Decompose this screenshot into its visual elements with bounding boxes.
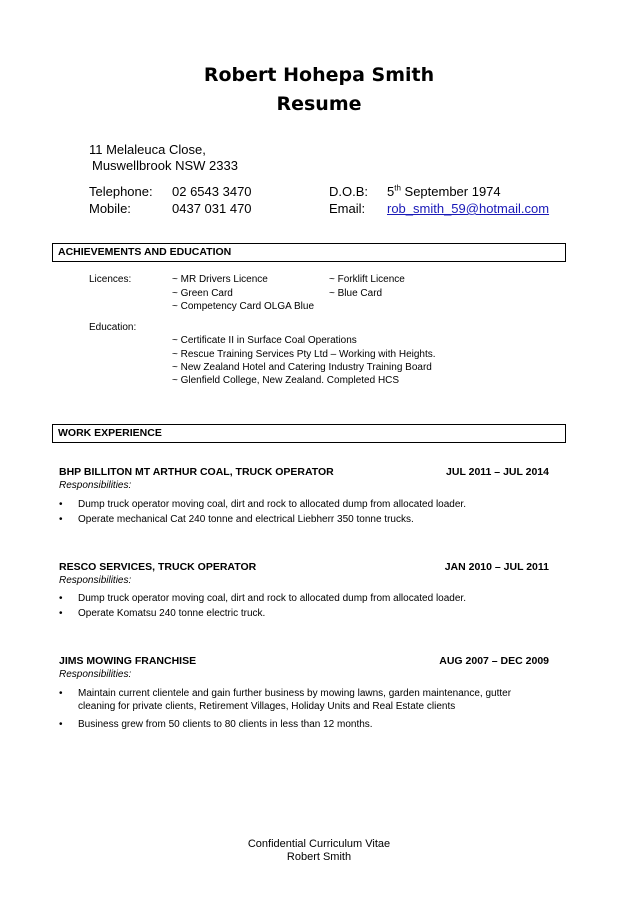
resume-subtitle: Resume — [276, 93, 362, 115]
education-label: Education: — [89, 322, 137, 333]
bullet-text: Operate Komatsu 240 tonne electric truck. — [78, 608, 266, 619]
dob-value — [387, 184, 501, 199]
bullet-text: Dump truck operator moving coal, dirt and rock to allocated dump from allocated loader. — [78, 499, 466, 510]
responsibilities-label: Responsibilities: — [59, 480, 132, 491]
licence-item: ~ Blue Card — [329, 288, 383, 299]
job-dates: AUG 2007 – DEC 2009 — [439, 655, 549, 667]
responsibilities-label: Responsibilities: — [59, 575, 132, 586]
bullet-icon: • — [59, 499, 63, 510]
job-dates: JUL 2011 – JUL 2014 — [446, 466, 549, 478]
mobile-value: 0437 031 470 — [172, 201, 252, 216]
telephone-label: Telephone: — [89, 184, 153, 199]
licence-item: ~ Competency Card OLGA Blue — [172, 301, 315, 312]
education-item: ~ Certificate II in Surface Coal Operations — [172, 335, 357, 346]
resume-name: Robert Hohepa Smith — [203, 64, 435, 86]
footer-line-2: Robert Smith — [286, 851, 352, 863]
job-dates: JAN 2010 – JUL 2011 — [444, 561, 549, 573]
bullet-text: Maintain current clientele and gain further business by mowing lawns, garden maintenance, gutter cleaning for private clients, Retirement Villages, Holiday Units and Real Estate clients — [78, 688, 512, 712]
address-line-1: 11 Melaleuca Close, — [89, 142, 206, 157]
education-item: ~ Rescue Training Services Pty Ltd – Working with Heights. — [172, 349, 436, 360]
footer-line-1: Confidential Curriculum Vitae — [247, 838, 391, 850]
responsibilities-label: Responsibilities: — [59, 669, 132, 680]
bullet-icon: • — [59, 514, 63, 525]
bullet-text: Business grew from 50 clients to 80 clients in less than 12 months. — [78, 719, 373, 730]
job-name: BHP BILLITON MT ARTHUR COAL, TRUCK OPERATOR — [59, 466, 334, 478]
education-item: ~ Glenfield College, New Zealand. Completed HCS — [172, 375, 400, 386]
licences-label: Licences: — [89, 274, 132, 285]
job-title — [59, 561, 549, 573]
mobile-label: Mobile: — [89, 201, 131, 216]
bullet-icon: • — [59, 719, 63, 730]
bullet-icon: • — [59, 608, 63, 619]
dob-rest: September 1974 — [400, 184, 501, 199]
bullet-text: Operate mechanical Cat 240 tonne and electrical Liebherr 350 tonne trucks. — [78, 514, 414, 525]
licence-item: ~ Forklift Licence — [329, 274, 405, 285]
dob-label: D.O.B: — [329, 184, 369, 199]
email-label: Email: — [329, 201, 366, 216]
job-name: RESCO SERVICES, TRUCK OPERATOR — [59, 561, 257, 573]
job-title — [59, 466, 549, 478]
achievements-heading: ACHIEVEMENTS AND EDUCATION — [52, 243, 566, 262]
bullet-icon: • — [59, 593, 63, 604]
bullet-text: Dump truck operator moving coal, dirt and rock to allocated dump from allocated loader. — [78, 593, 466, 604]
bullet-icon: • — [59, 688, 63, 699]
dob-day: 5 — [387, 184, 395, 199]
telephone-value: 02 6543 3470 — [172, 184, 252, 199]
work-heading: WORK EXPERIENCE — [52, 424, 566, 443]
education-item: ~ New Zealand Hotel and Catering Industry Training Board — [172, 362, 432, 373]
address-line-2: Muswellbrook NSW 2333 — [92, 158, 238, 173]
job-title — [59, 655, 549, 667]
licence-item: ~ Green Card — [172, 288, 233, 299]
dob-suffix: th — [394, 183, 401, 193]
job-name: JIMS MOWING FRANCHISE — [59, 655, 197, 667]
licence-item: ~ MR Drivers Licence — [172, 274, 268, 285]
email-link[interactable]: rob_smith_59@hotmail.com — [387, 201, 550, 216]
